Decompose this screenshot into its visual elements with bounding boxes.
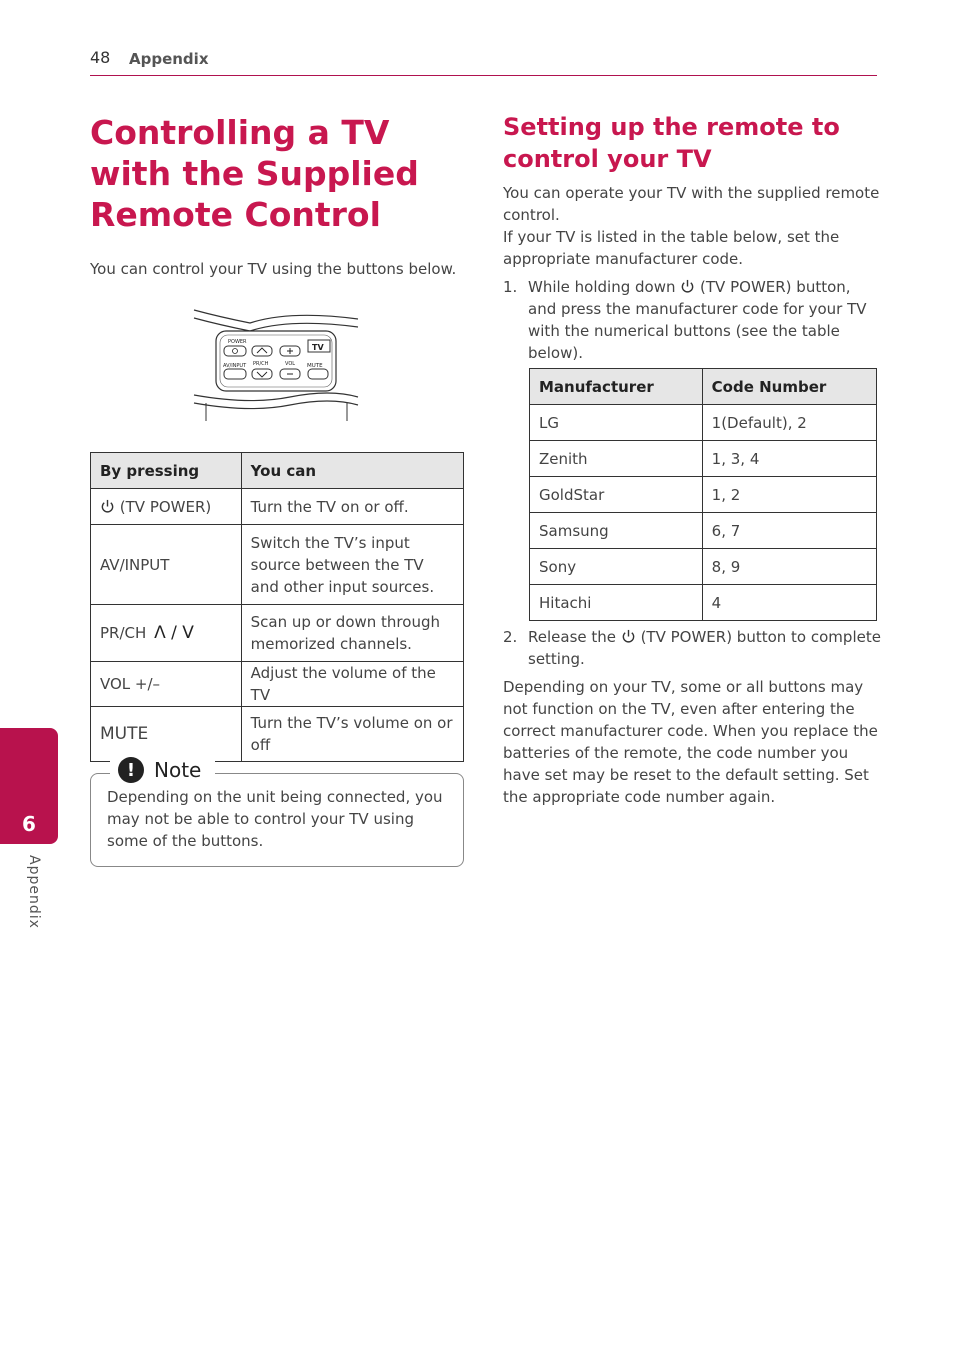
row-desc: Turn the TV’s volume on or off	[241, 707, 463, 762]
step-2-pre: Release the	[528, 628, 616, 646]
setup-para-2: If your TV is listed in the table below, set the appropriate manufacturer code.	[503, 228, 840, 268]
row-key: VOL +/–	[91, 662, 242, 707]
maker-cell: Zenith	[530, 441, 703, 477]
column-header: By pressing	[91, 453, 242, 489]
channel-arrows: Λ / V	[154, 623, 194, 643]
setup-para-1: You can operate your TV with the supplied remote control.	[503, 184, 880, 224]
table-row	[530, 405, 877, 441]
row-desc: Adjust the volume of the TV	[241, 662, 463, 707]
row-desc: Scan up or down through memorized channels.	[241, 605, 463, 662]
note-header	[110, 757, 215, 783]
step-number: 2.	[503, 628, 518, 646]
remote-power-label: POWER	[228, 339, 247, 345]
note-label: Note	[154, 758, 202, 782]
code-cell: 4	[702, 585, 876, 621]
row-desc: Switch the TV’s input source between the TV and other input sources.	[241, 525, 463, 605]
table-row	[530, 441, 877, 477]
step-1	[503, 276, 881, 364]
table-row	[91, 707, 464, 762]
remote-prch-label: PR/CH	[253, 361, 269, 367]
remote-illustration	[190, 305, 362, 427]
code-cell: 1, 3, 4	[702, 441, 876, 477]
remote-mute-label: MUTE	[307, 363, 323, 369]
section-title: Setting up the remote to control your TV	[503, 113, 840, 173]
table-row	[530, 585, 877, 621]
row-key: (TV POWER)	[119, 497, 212, 516]
row-key: MUTE	[91, 707, 242, 762]
setup-para-3: Depending on your TV, some or all buttons may not function on the TV, even after entering the correct manufacturer code. When you replace the batteries of the remote, the code number you have set may be reset to the default setting. Set the appropriate code number again.	[503, 678, 878, 806]
manufacturer-code-table	[529, 368, 877, 621]
row-key: AV/INPUT	[91, 525, 242, 605]
header-rule	[90, 75, 877, 76]
step-1-post: (TV POWER) button, and press the manufacturer code for your TV with the numerical buttons (see the table below).	[528, 278, 867, 362]
code-cell: 6, 7	[702, 513, 876, 549]
table-cell	[91, 605, 242, 662]
row-desc: Turn the TV on or off.	[241, 489, 463, 525]
step-1-pre: While holding down	[528, 278, 676, 296]
table-row	[530, 477, 877, 513]
table-row	[91, 489, 464, 525]
chapter-number: 6	[22, 812, 36, 836]
remote-avinput-label: AV/INPUT	[223, 363, 247, 369]
button-function-table	[90, 452, 464, 762]
table-cell	[91, 489, 242, 525]
power-icon	[621, 629, 636, 644]
code-cell: 1(Default), 2	[702, 405, 876, 441]
page-number: 48	[90, 48, 111, 67]
table-row	[91, 605, 464, 662]
table-row	[91, 662, 464, 707]
step-2-post: (TV POWER) button to complete setting.	[528, 628, 881, 668]
power-icon	[100, 499, 115, 514]
step-number: 1.	[503, 278, 518, 296]
table-row	[530, 549, 877, 585]
section-name: Appendix	[129, 50, 209, 68]
maker-cell: Samsung	[530, 513, 703, 549]
column-header: Code Number	[702, 369, 876, 405]
intro-text: You can control your TV using the buttons below.	[90, 260, 457, 278]
row-key: PR/CH	[100, 624, 147, 642]
table-row	[530, 513, 877, 549]
maker-cell: Hitachi	[530, 585, 703, 621]
column-header: You can	[241, 453, 463, 489]
remote-tv-label: TV	[312, 343, 324, 352]
maker-cell: GoldStar	[530, 477, 703, 513]
power-icon	[680, 279, 695, 294]
page-title: Controlling a TV with the Supplied Remote Control	[90, 113, 419, 234]
chapter-label: Appendix	[26, 855, 42, 929]
maker-cell: Sony	[530, 549, 703, 585]
note-text: Depending on the unit being connected, you may not be able to control your TV using some of the buttons.	[107, 788, 443, 850]
exclamation-icon: !	[118, 757, 144, 783]
remote-vol-label: VOL	[285, 361, 296, 367]
table-row	[91, 525, 464, 605]
column-header: Manufacturer	[530, 369, 703, 405]
step-2	[503, 626, 881, 670]
code-cell: 1, 2	[702, 477, 876, 513]
code-cell: 8, 9	[702, 549, 876, 585]
maker-cell: LG	[530, 405, 703, 441]
